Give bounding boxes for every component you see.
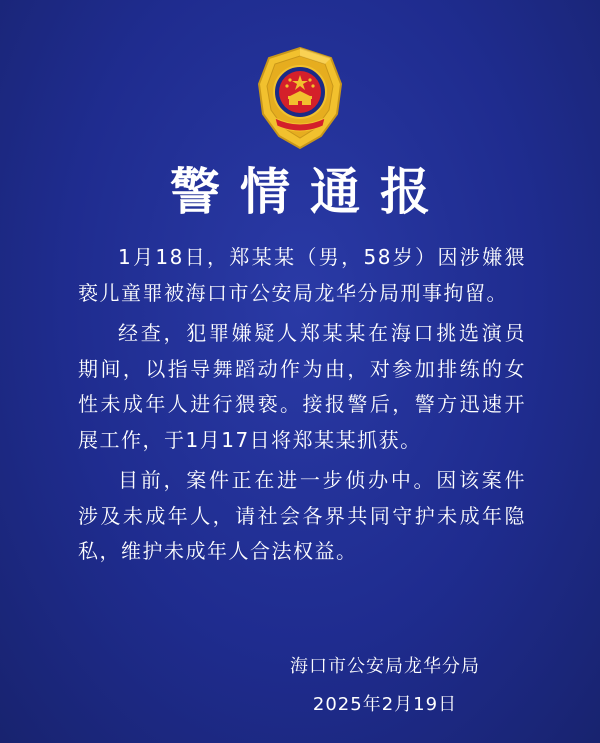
signature-block — [290, 648, 480, 724]
police-emblem-icon — [245, 44, 355, 154]
notice-paragraph-3: 目前，案件正在进一步侦办中。因该案件涉及未成年人，请社会各界共同守护未成年隐私，维护未成年人合法权益。 — [78, 468, 526, 563]
issuer-name: 海口市公安局龙华分局 — [290, 656, 480, 677]
notice-paragraph-1: 1月18日，郑某某（男，58岁）因涉嫌猥亵儿童罪被海口市公安局龙华分局刑事拘留。 — [78, 245, 526, 305]
notice-body — [78, 240, 526, 575]
issue-date: 2025年2月19日 — [312, 694, 458, 715]
notice-title: 警情通报 — [170, 162, 450, 221]
notice-paragraph-2: 经查，犯罪嫌疑人郑某某在海口挑选演员期间，以指导舞蹈动作为由，对参加排练的女性未成年人进行猥亵。接报警后，警方迅速开展工作，于1月17日将郑某某抓获。 — [78, 321, 526, 452]
